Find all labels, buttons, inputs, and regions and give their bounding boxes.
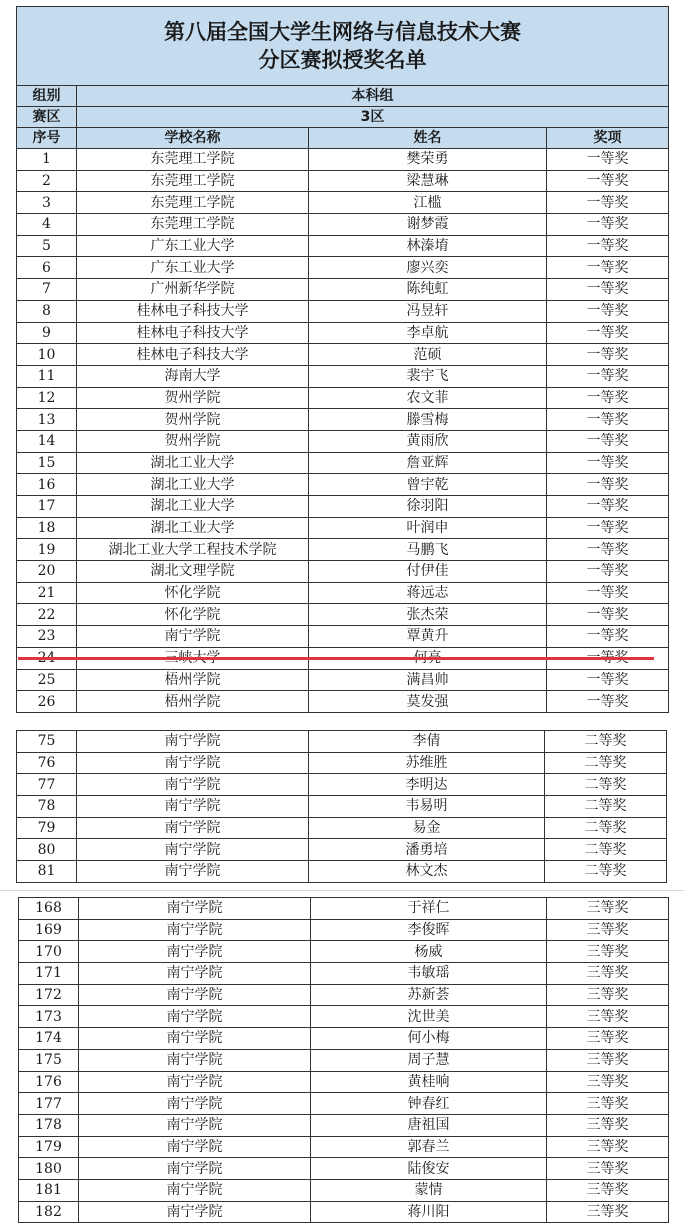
row-school: 南宁学院 (79, 1179, 311, 1201)
row-award: 二等奖 (545, 774, 667, 796)
row-school: 南宁学院 (79, 1071, 311, 1093)
table-row (17, 861, 667, 883)
row-school: 南宁学院 (79, 1201, 311, 1223)
column-header-row (17, 128, 669, 149)
award-table-third-prize (18, 897, 669, 1223)
row-name: 唐祖国 (311, 1114, 547, 1136)
row-school: 梧州学院 (77, 691, 309, 713)
row-award: 三等奖 (547, 898, 669, 920)
row-school: 东莞理工学院 (77, 192, 309, 214)
row-index: 182 (19, 1201, 79, 1223)
row-name: 詹亚辉 (309, 452, 547, 474)
row-index: 180 (19, 1158, 79, 1180)
row-index: 77 (17, 774, 77, 796)
row-index: 75 (17, 731, 77, 753)
row-school: 南宁学院 (77, 774, 309, 796)
row-award: 三等奖 (547, 1049, 669, 1071)
row-name: 李俊晖 (311, 919, 547, 941)
row-award: 一等奖 (547, 561, 669, 583)
row-school: 湖北工业大学 (77, 517, 309, 539)
row-name: 陈纯虹 (309, 279, 547, 301)
table-row (17, 149, 669, 171)
row-school: 湖北文理学院 (77, 561, 309, 583)
row-school: 南宁学院 (79, 984, 311, 1006)
row-name: 韦易明 (309, 796, 545, 818)
row-index: 169 (19, 919, 79, 941)
row-award: 一等奖 (547, 149, 669, 171)
row-name: 李倩 (309, 731, 545, 753)
row-index: 18 (17, 517, 77, 539)
row-award: 三等奖 (547, 1158, 669, 1180)
row-index: 177 (19, 1093, 79, 1115)
row-school: 贺州学院 (77, 387, 309, 409)
row-index: 11 (17, 365, 77, 387)
row-award: 二等奖 (545, 817, 667, 839)
row-award: 一等奖 (547, 452, 669, 474)
row-name: 裴宇飞 (309, 365, 547, 387)
row-school: 广东工业大学 (77, 257, 309, 279)
row-school: 贺州学院 (77, 430, 309, 452)
row-name: 农文菲 (309, 387, 547, 409)
row-award: 一等奖 (547, 604, 669, 626)
row-award: 一等奖 (547, 474, 669, 496)
row-index: 179 (19, 1136, 79, 1158)
row-award: 三等奖 (547, 1114, 669, 1136)
table-row (17, 322, 669, 344)
row-index: 13 (17, 409, 77, 431)
row-index: 17 (17, 496, 77, 518)
table-row (17, 344, 669, 366)
row-name: 莫发强 (309, 691, 547, 713)
page-title (17, 7, 669, 86)
row-name: 沈世美 (311, 1006, 547, 1028)
row-school: 贺州学院 (77, 409, 309, 431)
row-award: 三等奖 (547, 1071, 669, 1093)
row-index: 5 (17, 235, 77, 257)
row-school: 南宁学院 (77, 839, 309, 861)
table-row (19, 1071, 669, 1093)
row-school: 广东工业大学 (77, 235, 309, 257)
row-award: 一等奖 (547, 257, 669, 279)
row-name: 谢梦霞 (309, 214, 547, 236)
group-label: 组别 (17, 86, 77, 107)
row-index: 81 (17, 861, 77, 883)
row-award: 一等奖 (547, 300, 669, 322)
row-award: 一等奖 (547, 235, 669, 257)
row-name: 易金 (309, 817, 545, 839)
row-name: 蒋川阳 (311, 1201, 547, 1223)
header-award: 奖项 (547, 128, 669, 149)
row-index: 23 (17, 626, 77, 648)
row-index: 20 (17, 561, 77, 583)
table-row (17, 387, 669, 409)
group-value: 本科组 (77, 86, 669, 107)
row-award: 一等奖 (547, 430, 669, 452)
row-award: 一等奖 (547, 517, 669, 539)
row-name: 覃黄升 (309, 626, 547, 648)
row-index: 3 (17, 192, 77, 214)
row-index: 2 (17, 170, 77, 192)
row-school: 东莞理工学院 (77, 170, 309, 192)
section-divider (0, 890, 684, 891)
row-school: 南宁学院 (77, 731, 309, 753)
row-school: 南宁学院 (79, 1136, 311, 1158)
row-index: 19 (17, 539, 77, 561)
row-name: 徐羽阳 (309, 496, 547, 518)
row-name: 叶润申 (309, 517, 547, 539)
row-school: 南宁学院 (79, 941, 311, 963)
row-school: 广州新华学院 (77, 279, 309, 301)
row-name: 郭春兰 (311, 1136, 547, 1158)
row-index: 15 (17, 452, 77, 474)
row-school: 东莞理工学院 (77, 149, 309, 171)
row-name: 黄雨欣 (309, 430, 547, 452)
row-award: 一等奖 (547, 214, 669, 236)
row-award: 一等奖 (547, 691, 669, 713)
row-award: 二等奖 (545, 839, 667, 861)
table-row (17, 752, 667, 774)
row-school: 湖北工业大学 (77, 496, 309, 518)
row-index: 79 (17, 817, 77, 839)
row-index: 78 (17, 796, 77, 818)
row-name: 陆俊安 (311, 1158, 547, 1180)
row-name: 周子慧 (311, 1049, 547, 1071)
row-name: 李明达 (309, 774, 545, 796)
row-index: 80 (17, 839, 77, 861)
table-row (19, 1201, 669, 1223)
row-school: 怀化学院 (77, 604, 309, 626)
row-award: 一等奖 (547, 539, 669, 561)
row-award: 三等奖 (547, 1093, 669, 1115)
row-index: 170 (19, 941, 79, 963)
row-name: 廖兴奕 (309, 257, 547, 279)
row-award: 一等奖 (547, 496, 669, 518)
row-name: 黄桂响 (311, 1071, 547, 1093)
table-row (17, 214, 669, 236)
region-value: 3区 (77, 107, 669, 128)
table-row (17, 731, 667, 753)
table-row (17, 279, 669, 301)
row-school: 南宁学院 (77, 796, 309, 818)
row-award: 一等奖 (547, 192, 669, 214)
table-row (17, 817, 667, 839)
row-index: 10 (17, 344, 77, 366)
row-name: 樊荣勇 (309, 149, 547, 171)
row-index: 25 (17, 669, 77, 691)
row-award: 三等奖 (547, 1136, 669, 1158)
table-row (17, 300, 669, 322)
table-row (19, 963, 669, 985)
row-name: 潘勇培 (309, 839, 545, 861)
row-award: 一等奖 (547, 626, 669, 648)
row-award: 一等奖 (547, 582, 669, 604)
row-school: 湖北工业大学工程技术学院 (77, 539, 309, 561)
row-index: 6 (17, 257, 77, 279)
table-row (17, 604, 669, 626)
row-school: 桂林电子科技大学 (77, 322, 309, 344)
row-name: 苏新荟 (311, 984, 547, 1006)
table-row (19, 1179, 669, 1201)
table-row (17, 839, 667, 861)
table-row (19, 1006, 669, 1028)
row-award: 一等奖 (547, 669, 669, 691)
table-row (19, 1114, 669, 1136)
table-row (19, 941, 669, 963)
row-award: 一等奖 (547, 322, 669, 344)
row-school: 湖北工业大学 (77, 474, 309, 496)
row-index: 174 (19, 1028, 79, 1050)
row-name: 马鹏飞 (309, 539, 547, 561)
table-row (19, 919, 669, 941)
row-school: 桂林电子科技大学 (77, 300, 309, 322)
row-name: 钟春红 (311, 1093, 547, 1115)
table-row (17, 539, 669, 561)
row-award: 一等奖 (547, 170, 669, 192)
highlight-underline (18, 657, 654, 660)
table-row (17, 409, 669, 431)
table-row (19, 1158, 669, 1180)
row-school: 南宁学院 (77, 752, 309, 774)
row-name: 冯昱轩 (309, 300, 547, 322)
row-name: 梁慧琳 (309, 170, 547, 192)
row-award: 三等奖 (547, 1006, 669, 1028)
row-award: 三等奖 (547, 963, 669, 985)
row-index: 26 (17, 691, 77, 713)
row-index: 7 (17, 279, 77, 301)
row-school: 南宁学院 (79, 963, 311, 985)
row-school: 南宁学院 (79, 1006, 311, 1028)
row-school: 南宁学院 (79, 1049, 311, 1071)
row-index: 171 (19, 963, 79, 985)
table-row (19, 1049, 669, 1071)
row-index: 173 (19, 1006, 79, 1028)
row-index: 178 (19, 1114, 79, 1136)
table-row (17, 561, 669, 583)
table-row (17, 582, 669, 604)
row-award: 二等奖 (545, 752, 667, 774)
table-row (19, 1136, 669, 1158)
row-school: 南宁学院 (77, 861, 309, 883)
row-name: 于祥仁 (311, 898, 547, 920)
row-school: 南宁学院 (79, 1158, 311, 1180)
row-name: 蒋远志 (309, 582, 547, 604)
table-row (17, 796, 667, 818)
row-index: 12 (17, 387, 77, 409)
row-award: 二等奖 (545, 861, 667, 883)
row-index: 4 (17, 214, 77, 236)
row-award: 三等奖 (547, 1201, 669, 1223)
row-award: 二等奖 (545, 796, 667, 818)
table-row (17, 452, 669, 474)
table-row (17, 669, 669, 691)
row-award: 一等奖 (547, 279, 669, 301)
row-index: 181 (19, 1179, 79, 1201)
row-index: 168 (19, 898, 79, 920)
row-school: 南宁学院 (79, 1028, 311, 1050)
table-row (17, 192, 669, 214)
table-row (19, 984, 669, 1006)
row-name: 满昌帅 (309, 669, 547, 691)
table-row (19, 1093, 669, 1115)
row-name: 林溱堉 (309, 235, 547, 257)
table-row (19, 898, 669, 920)
table-row (17, 170, 669, 192)
row-award: 一等奖 (547, 365, 669, 387)
row-index: 16 (17, 474, 77, 496)
table-row (19, 1028, 669, 1050)
table-row (17, 474, 669, 496)
row-school: 湖北工业大学 (77, 452, 309, 474)
row-name: 江槛 (309, 192, 547, 214)
row-award: 三等奖 (547, 984, 669, 1006)
row-school: 梧州学院 (77, 669, 309, 691)
row-award: 三等奖 (547, 1028, 669, 1050)
row-index: 21 (17, 582, 77, 604)
row-school: 南宁学院 (79, 1093, 311, 1115)
row-school: 海南大学 (77, 365, 309, 387)
title-line-1: 第八届全国大学生网络与信息技术大赛 (164, 20, 521, 44)
award-table-first-prize (16, 6, 669, 713)
table-row (17, 235, 669, 257)
row-school: 南宁学院 (77, 817, 309, 839)
table-row (17, 430, 669, 452)
row-award: 一等奖 (547, 387, 669, 409)
row-name: 蒙情 (311, 1179, 547, 1201)
row-name: 李卓航 (309, 322, 547, 344)
award-table-second-prize (16, 730, 667, 883)
title-line-2: 分区赛拟授奖名单 (258, 48, 427, 72)
row-name: 曾宇乾 (309, 474, 547, 496)
row-school: 南宁学院 (79, 898, 311, 920)
row-school: 桂林电子科技大学 (77, 344, 309, 366)
row-school: 南宁学院 (79, 1114, 311, 1136)
row-index: 1 (17, 149, 77, 171)
row-school: 南宁学院 (77, 626, 309, 648)
table-row (17, 517, 669, 539)
row-award: 三等奖 (547, 919, 669, 941)
row-award: 三等奖 (547, 1179, 669, 1201)
row-name: 林文杰 (309, 861, 545, 883)
table-row (17, 365, 669, 387)
row-index: 14 (17, 430, 77, 452)
row-index: 172 (19, 984, 79, 1006)
table-row (17, 626, 669, 648)
region-label: 赛区 (17, 107, 77, 128)
row-award: 二等奖 (545, 731, 667, 753)
row-award: 三等奖 (547, 941, 669, 963)
row-index: 9 (17, 322, 77, 344)
table-row (17, 774, 667, 796)
table-row (17, 691, 669, 713)
row-school: 怀化学院 (77, 582, 309, 604)
row-index: 175 (19, 1049, 79, 1071)
table-row (17, 496, 669, 518)
row-name: 滕雪梅 (309, 409, 547, 431)
row-name: 杨威 (311, 941, 547, 963)
row-name: 付伊佳 (309, 561, 547, 583)
row-name: 苏维胜 (309, 752, 545, 774)
header-index: 序号 (17, 128, 77, 149)
header-name: 姓名 (309, 128, 547, 149)
header-school: 学校名称 (77, 128, 309, 149)
row-name: 何小梅 (311, 1028, 547, 1050)
row-award: 一等奖 (547, 409, 669, 431)
table-row (17, 257, 669, 279)
row-school: 东莞理工学院 (77, 214, 309, 236)
row-name: 张杰荣 (309, 604, 547, 626)
row-index: 8 (17, 300, 77, 322)
row-award: 一等奖 (547, 344, 669, 366)
row-name: 韦敏瑶 (311, 963, 547, 985)
row-index: 22 (17, 604, 77, 626)
row-name: 范硕 (309, 344, 547, 366)
row-index: 176 (19, 1071, 79, 1093)
row-index: 76 (17, 752, 77, 774)
row-school: 南宁学院 (79, 919, 311, 941)
